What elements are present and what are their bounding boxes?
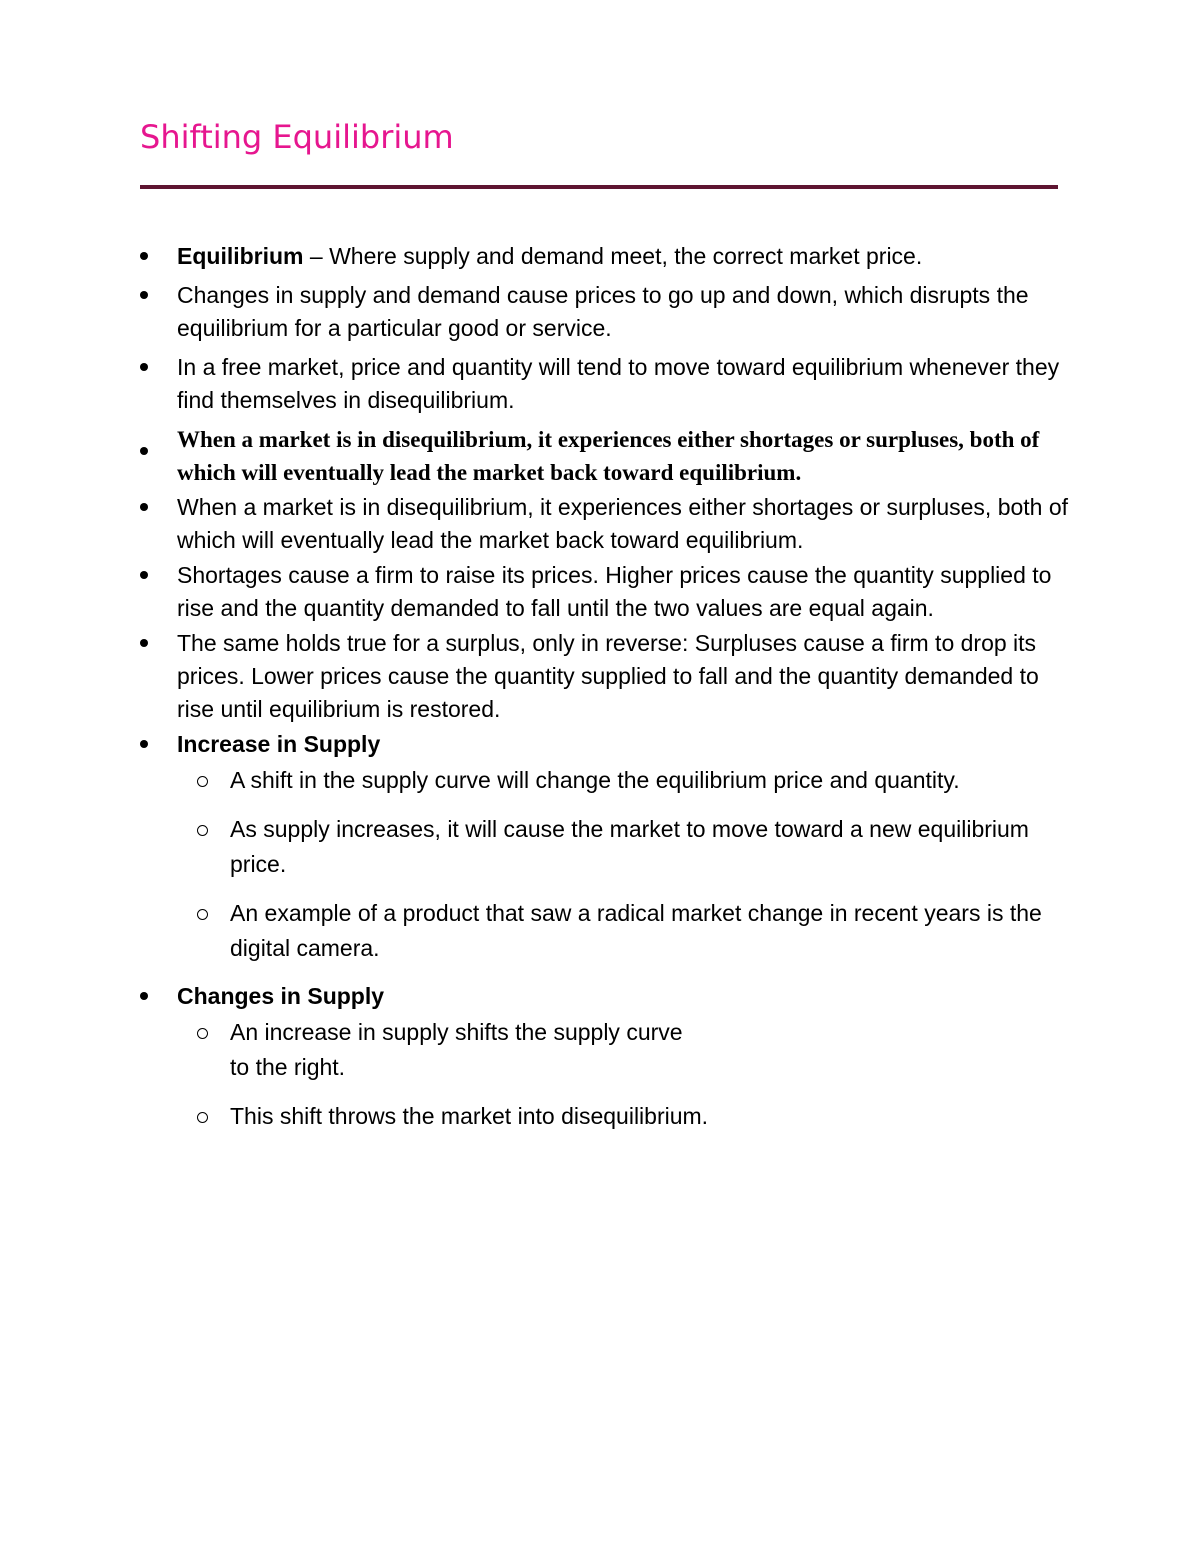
list-item xyxy=(140,240,1070,273)
circle-bullet-icon xyxy=(197,1112,208,1123)
sub-list xyxy=(177,1015,1070,1134)
bullet-icon xyxy=(140,252,148,260)
bullet-icon xyxy=(140,571,148,579)
bullet-list xyxy=(140,240,1070,1148)
item-text: When a market is in disequilibrium, it experiences either shortages or surpluses, both of which will eventually lead the market back toward equilibrium. xyxy=(177,494,1069,553)
item-text: An increase in supply shifts the supply curve xyxy=(230,1019,683,1045)
bullet-icon xyxy=(140,447,148,455)
list-item xyxy=(140,559,1070,625)
list-item-increase-in-supply xyxy=(140,728,1070,966)
list-item xyxy=(140,279,1070,345)
item-text: As supply increases, it will cause the market to move toward a new equilibrium price. xyxy=(230,816,1029,877)
list-item-large xyxy=(140,423,1070,489)
sub-list-item xyxy=(177,763,1070,798)
sub-list-item xyxy=(177,1015,1070,1085)
circle-bullet-icon xyxy=(197,1028,208,1039)
sub-list-item xyxy=(177,812,1070,882)
item-text: In a free market, price and quantity will tend to move toward equilibrium whenever they find themselves in disequilibrium. xyxy=(177,354,1060,413)
title-divider xyxy=(140,185,1058,189)
list-item xyxy=(140,627,1070,726)
bullet-icon xyxy=(140,740,148,748)
item-text: – Where supply and demand meet, the correct market price. xyxy=(303,243,923,269)
circle-bullet-icon xyxy=(197,825,208,836)
circle-bullet-icon xyxy=(197,776,208,787)
section-label: Increase in Supply xyxy=(177,731,381,757)
item-text-continued: to the right. xyxy=(230,1054,346,1080)
item-text: An example of a product that saw a radical market change in recent years is the digital camera. xyxy=(230,900,1042,961)
sub-list-item xyxy=(177,896,1070,966)
bullet-icon xyxy=(140,503,148,511)
item-text: When a market is in disequilibrium, it experiences either shortages or surpluses, both of which will eventually lead the market back toward equilibrium. xyxy=(177,427,1040,485)
sub-list xyxy=(177,763,1070,966)
bullet-icon xyxy=(140,639,148,647)
sub-list-item xyxy=(177,1099,1070,1134)
item-text: Changes in supply and demand cause prices to go up and down, which disrupts the equilibrium for a particular good or service. xyxy=(177,282,1029,341)
page-title: Shifting Equilibrium xyxy=(140,118,454,156)
term-label: Equilibrium xyxy=(177,243,304,269)
list-item xyxy=(140,351,1070,417)
item-text: A shift in the supply curve will change the equilibrium price and quantity. xyxy=(230,767,960,793)
bullet-icon xyxy=(140,363,148,371)
item-text: Shortages cause a firm to raise its prices. Higher prices cause the quantity supplied to rise and the quantity demanded to fall until the two values are equal again. xyxy=(177,562,1052,621)
item-text: This shift throws the market into disequilibrium. xyxy=(230,1103,709,1129)
section-label: Changes in Supply xyxy=(177,983,385,1009)
list-item xyxy=(140,491,1070,557)
bullet-icon xyxy=(140,992,148,1000)
list-item-changes-in-supply xyxy=(140,980,1070,1134)
circle-bullet-icon xyxy=(197,909,208,920)
bullet-icon xyxy=(140,291,148,299)
item-text: The same holds true for a surplus, only in reverse: Surpluses cause a firm to drop its prices. Lower prices cause the quantity supplied to fall and the quantity demanded to rise until equilibrium is restored. xyxy=(177,630,1039,722)
